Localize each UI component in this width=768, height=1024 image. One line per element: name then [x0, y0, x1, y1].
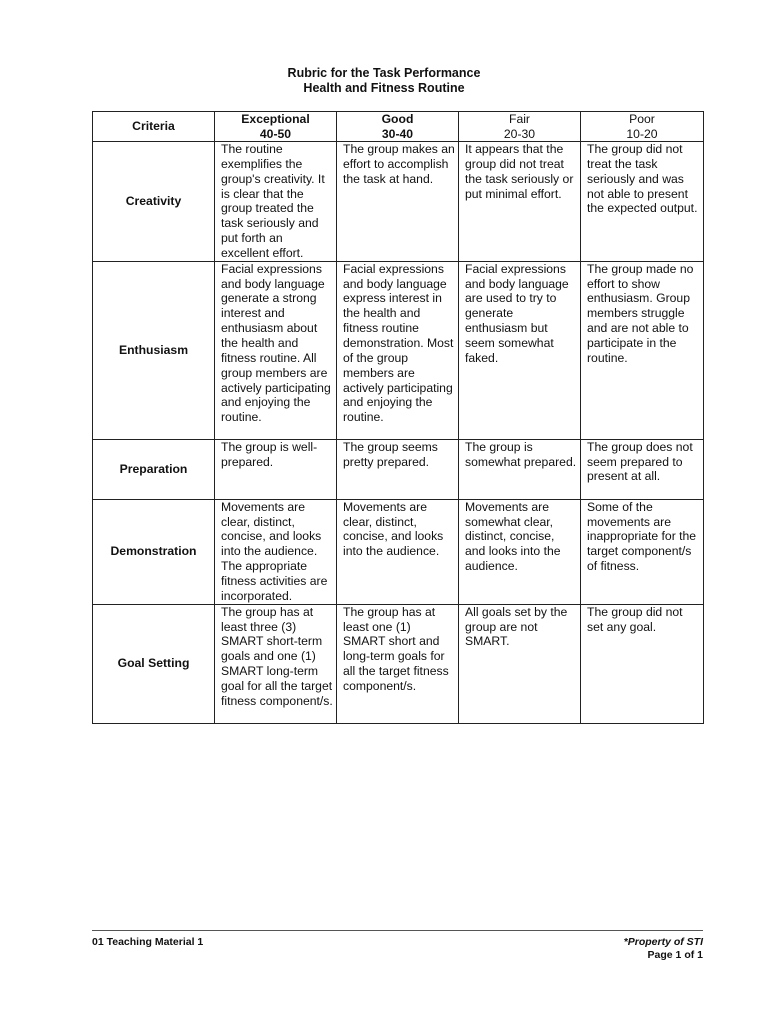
rubric-cell-fair: The group is somewhat prepared.: [459, 439, 581, 499]
table-row-creativity: [93, 142, 704, 262]
level-name: Good: [381, 112, 414, 127]
criterion-cell: Preparation: [93, 439, 215, 499]
level-range: 10-20: [626, 126, 658, 141]
footer-document-label: 01 Teaching Material 1: [92, 936, 204, 948]
level-header-poor: [581, 112, 704, 142]
rubric-cell-poor: The group made no effort to show enthusiasm. Group members struggle and are not able to participate in the routine.: [581, 261, 704, 439]
title-line-2: Health and Fitness Routine: [303, 81, 465, 95]
rubric-cell-poor: Some of the movements are inappropriate for the target component/s of fitness.: [581, 499, 704, 604]
rubric-cell-exceptional: Facial expressions and body language generate a strong interest and enthusiasm about the health and fitness routine. All group members are actively participating and enjoying the routine.: [215, 261, 337, 439]
document-title: [0, 66, 768, 96]
level-range: 30-40: [381, 126, 414, 141]
footer-property-label: *Property of STI: [623, 936, 703, 948]
criterion-cell: Enthusiasm: [93, 261, 215, 439]
level-name: Fair: [509, 112, 530, 127]
rubric-cell-exceptional: The group has at least three (3) SMART short-term goals and one (1) SMART long-term goal for all the target fitness component/s.: [215, 604, 337, 723]
rubric-cell-fair: All goals set by the group are not SMART.: [459, 604, 581, 723]
level-name: Exceptional: [241, 112, 310, 127]
criteria-header: Criteria: [93, 112, 215, 142]
criterion-cell: Demonstration: [93, 499, 215, 604]
rubric-cell-exceptional: Movements are clear, distinct, concise, and looks into the audience. The appropriate fitness activities are incorporated.: [215, 499, 337, 604]
rubric-cell-poor: The group did not treat the task seriously and was not able to present the expected output.: [581, 142, 704, 262]
rubric-cell-poor: The group did not set any goal.: [581, 604, 704, 723]
title-line-1: Rubric for the Task Performance: [287, 66, 481, 80]
rubric-cell-exceptional: The group is well-prepared.: [215, 439, 337, 499]
rubric-cell-good: Facial expressions and body language express interest in the health and fitness routine demonstration. Most of the group members are actively participating and enjoying the routine.: [337, 261, 459, 439]
rubric-cell-fair: Facial expressions and body language are used to try to generate enthusiasm but seem somewhat faked.: [459, 261, 581, 439]
level-header-fair: [459, 112, 581, 142]
criterion-cell: Creativity: [93, 142, 215, 262]
rubric-cell-poor: The group does not seem prepared to present at all.: [581, 439, 704, 499]
rubric-cell-fair: It appears that the group did not treat the task seriously or put minimal effort.: [459, 142, 581, 262]
header-row: [93, 112, 704, 142]
level-header-good: [337, 112, 459, 142]
rubric-cell-good: The group has at least one (1) SMART short and long-term goals for all the target fitness component/s.: [337, 604, 459, 723]
criterion-cell: Goal Setting: [93, 604, 215, 723]
page-footer: [92, 930, 703, 961]
footer-right-block: [624, 936, 703, 962]
level-range: 20-30: [503, 126, 536, 141]
level-header-exceptional: [215, 112, 337, 142]
level-name: Poor: [629, 112, 655, 127]
rubric-cell-exceptional: The routine exemplifies the group's creativity. It is clear that the group treated the task seriously and put forth an excellent effort.: [215, 142, 337, 262]
level-range: 40-50: [259, 126, 292, 141]
rubric-cell-good: The group seems pretty prepared.: [337, 439, 459, 499]
table-row-demonstration: [93, 499, 704, 604]
table-row-preparation: [93, 439, 704, 499]
rubric-table: [92, 111, 704, 724]
table-row-goal-setting: [93, 604, 704, 723]
rubric-cell-good: The group makes an effort to accomplish the task at hand.: [337, 142, 459, 262]
footer-page-number: Page 1 of 1: [647, 949, 703, 961]
table-row-enthusiasm: [93, 261, 704, 439]
rubric-cell-fair: Movements are somewhat clear, distinct, concise, and looks into the audience.: [459, 499, 581, 604]
rubric-cell-good: Movements are clear, distinct, concise, and looks into the audience.: [337, 499, 459, 604]
